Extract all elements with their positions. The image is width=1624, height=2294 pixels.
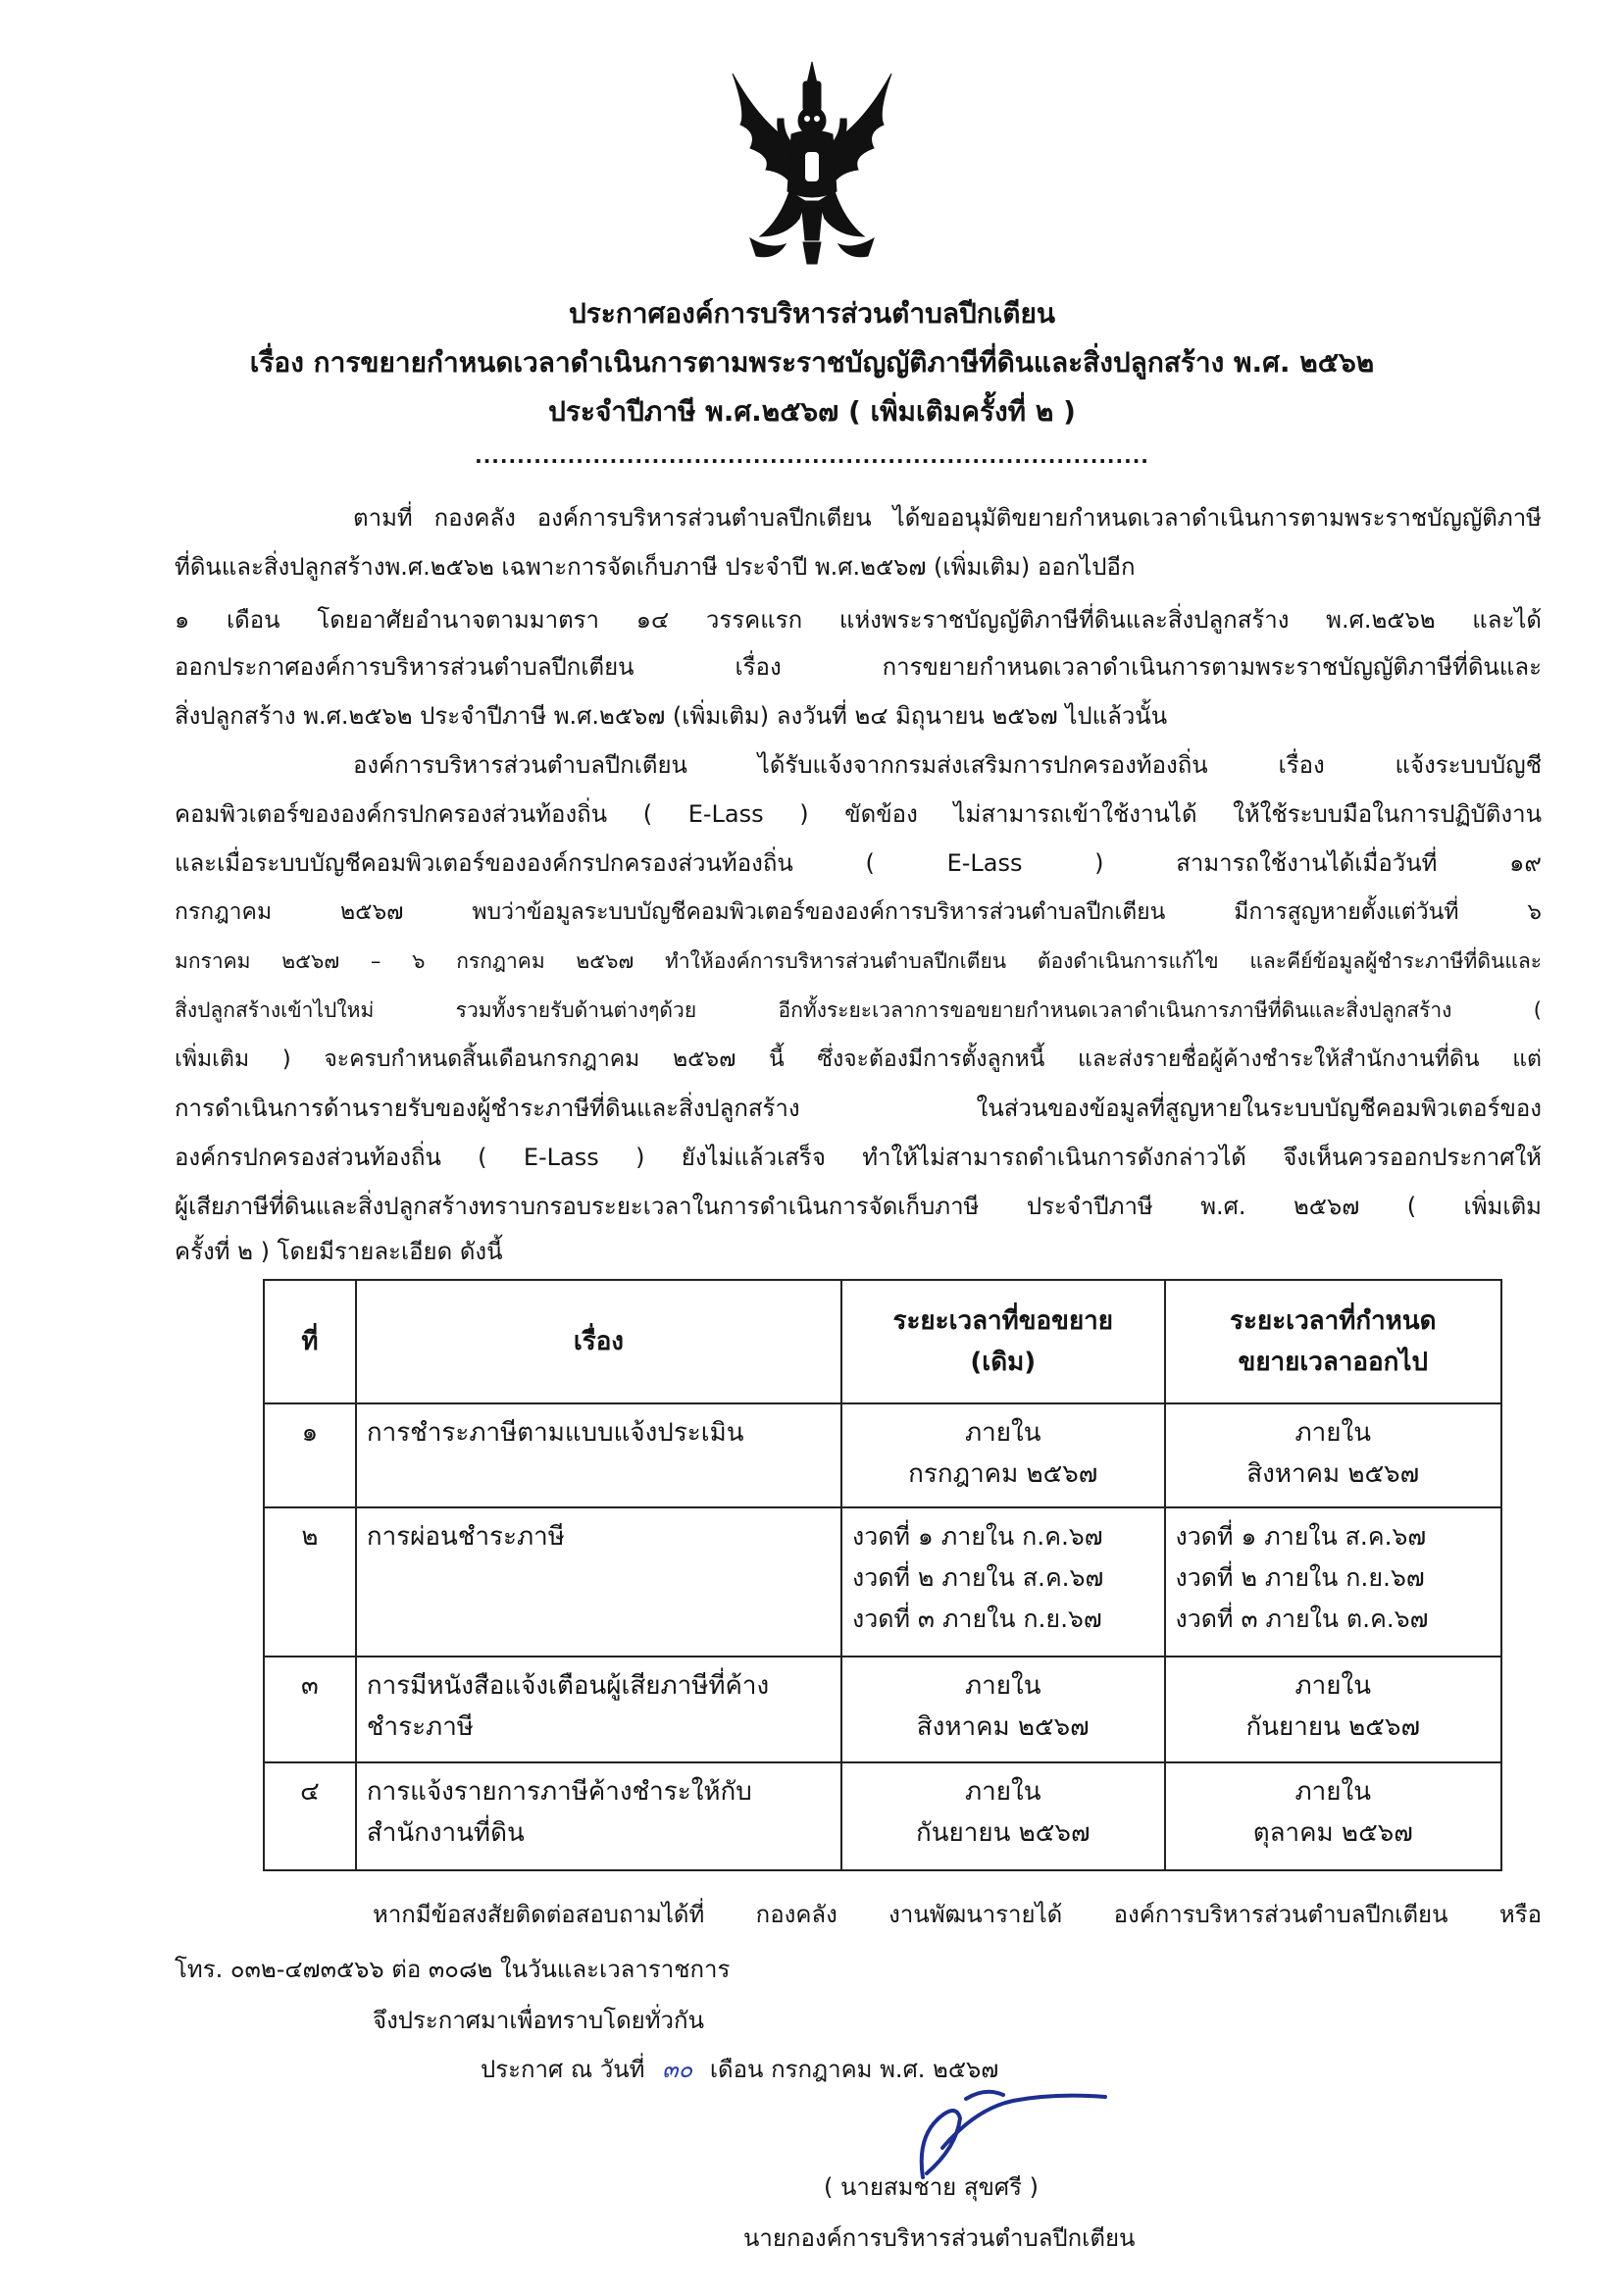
- period-line: สิงหาคม ๒๕๖๗: [916, 1712, 1090, 1742]
- row-subject-line: สำนักงานที่ดิน: [366, 1818, 525, 1848]
- table-row: [264, 1507, 1501, 1657]
- period-line: กันยายน ๒๕๖๗: [1245, 1712, 1421, 1742]
- paragraph-2-line-3: และเมื่อระบบบัญชีคอมพิวเตอร์ขององค์กรปกครองส่วนท้องถิ่น ( E-Lass ) สามารถใช้งานได้เมื่อวันที่ ๑๙: [175, 849, 1542, 877]
- contact-line-1: หากมีข้อสงสัยติดต่อสอบถามได้ที่ กองคลัง งานพัฒนารายได้ องค์การบริหารส่วนตำบลปีกเตียน หรือ: [373, 1901, 1542, 1928]
- period-line: งวดที่ ๒ ภายใน ก.ย.๖๗: [1175, 1563, 1425, 1592]
- paragraph-1-line-4: ออกประกาศองค์การบริหารส่วนตำบลปีกเตียน เรื่อง การขยายกำหนดเวลาดำเนินการตามพระราชบัญญัติภาษีที่ดินและ: [175, 653, 1542, 681]
- period-line: งวดที่ ๓ ภายใน ก.ย.๖๗: [852, 1605, 1102, 1633]
- period-line: กันยายน ๒๕๖๗: [916, 1818, 1091, 1848]
- row-subject: [356, 1507, 841, 1657]
- period-line: ภายใน: [965, 1418, 1041, 1448]
- paragraph-1-line-1: ตามที่ กองคลัง องค์การบริหารส่วนตำบลปีกเตียน ได้ขออนุมัติขยายกำหนดเวลาดำเนินการตามพระราชบัญญัติภาษี: [353, 504, 1542, 532]
- row-extended-period: [1165, 1762, 1501, 1870]
- paragraph-1-line-5: สิ่งปลูกสร้าง พ.ศ.๒๕๖๒ ประจำปีภาษี พ.ศ.๒๕๖๗ (เพิ่มเติม) ลงวันที่ ๒๔ มิถุนายน ๒๕๖๗ ไปแล้วนั้น: [175, 702, 1168, 730]
- row-subject-line: การมีหนังสือแจ้งเตือนผู้เสียภาษีที่ค้าง: [366, 1671, 770, 1701]
- paragraph-2-line-1: องค์การบริหารส่วนตำบลปีกเตียน ได้รับแจ้งจากกรมส่งเสริมการปกครองท้องถิ่น เรื่อง แจ้งระบบบัญชี: [353, 751, 1542, 779]
- paragraph-2-line-7: เพิ่มเติม ) จะครบกำหนดสิ้นเดือนกรกฎาคม ๒๕๖๗ นี้ ซึ่งจะต้องมีการตั้งลูกหนี้ และส่งรายชื่อผู้ค้างชำระให้สำนักงานที่ดิน แต่: [175, 1046, 1542, 1072]
- period-line: สิงหาคม ๒๕๖๗: [1246, 1459, 1420, 1489]
- row-number: ๑: [264, 1403, 356, 1507]
- table-header-row: [264, 1280, 1501, 1403]
- paragraph-2-line-2: คอมพิวเตอร์ขององค์กรปกครองส่วนท้องถิ่น ( E-Lass ) ขัดข้อง ไม่สามารถเข้าใช้งานได้ ให้ใช้ระบบมือในการปฏิบัติงาน: [175, 800, 1542, 828]
- paragraph-2-line-9: องค์กรปกครองส่วนท้องถิ่น ( E-Lass ) ยังไม่แล้วเสร็จ ทำให้ไม่สามารถดำเนินการดังกล่าวได้ จึงเห็นควรออกประกาศให้: [175, 1144, 1542, 1171]
- paragraph-2-line-5: มกราคม ๒๕๖๗ – ๖ กรกฎาคม ๒๕๖๗ ทำให้องค์การบริหารส่วนตำบลปีกเตียน ต้องดำเนินการแก้ไข และคีย์ข้อมูลผู้ชำระภาษีที่ดินและ: [175, 949, 1542, 973]
- date-day: ๓๐: [662, 2056, 693, 2083]
- date-prefix: ประกาศ ณ วันที่: [481, 2056, 645, 2083]
- header-extended-period: [1165, 1280, 1501, 1403]
- period-line: กรกฎาคม ๒๕๖๗: [908, 1459, 1098, 1489]
- period-line: ภายใน: [965, 1777, 1041, 1807]
- paragraph-2-line-10: ผู้เสียภาษีที่ดินและสิ่งปลูกสร้างทราบกรอบระยะเวลาในการดำเนินการจัดเก็บภาษี ประจำปีภาษี พ.ศ. ๒๕๖๗ ( เพิ่มเติม: [175, 1193, 1542, 1220]
- table-row: [264, 1657, 1501, 1762]
- header-requested-period: [841, 1280, 1165, 1403]
- period-line: ภายใน: [1294, 1671, 1371, 1701]
- row-extended-period: [1165, 1657, 1501, 1762]
- contact-line-2: โทร. ๐๓๒-๔๗๓๕๖๖ ต่อ ๓๐๘๒ ในวันและเวลาราชการ: [175, 1956, 731, 1983]
- period-line: ภายใน: [1294, 1777, 1371, 1807]
- row-subject-line: ชำระภาษี: [366, 1712, 474, 1742]
- announcement-title: ประกาศองค์การบริหารส่วนตำบลปีกเตียน: [568, 297, 1056, 330]
- row-number: ๓: [264, 1657, 356, 1762]
- subject-title: เรื่อง การขยายกำหนดเวลาดำเนินการตามพระราชบัญญัติภาษีที่ดินและสิ่งปลูกสร้าง พ.ศ. ๒๕๖๒: [249, 346, 1375, 379]
- row-subject-line: การชำระภาษีตามแบบแจ้งประเมิน: [366, 1418, 744, 1448]
- paragraph-1-line-2: ที่ดินและสิ่งปลูกสร้างพ.ศ.๒๕๖๒ เฉพาะการจัดเก็บภาษี ประจำปี พ.ศ.๒๕๖๗ (เพิ่มเติม) ออกไปอีก: [175, 553, 1136, 581]
- tax-year-title: ประจำปีภาษี พ.ศ.๒๕๖๗ ( เพิ่มเติมครั้งที่ ๒ ): [548, 395, 1076, 428]
- table-row: [264, 1762, 1501, 1870]
- announce-line: จึงประกาศมาเพื่อทราบโดยทั่วกัน: [373, 2007, 704, 2034]
- period-line: งวดที่ ๒ ภายใน ส.ค.๖๗: [852, 1563, 1104, 1592]
- period-line: งวดที่ ๑ ภายใน ก.ค.๖๗: [852, 1522, 1103, 1551]
- row-requested-period: [841, 1762, 1165, 1870]
- row-extended-period: [1165, 1507, 1501, 1657]
- row-number: ๒: [264, 1507, 356, 1657]
- row-subject-line: การผ่อนชำระภาษี: [366, 1522, 565, 1552]
- period-line: ภายใน: [1294, 1418, 1371, 1448]
- signatory-position: นายกองค์การบริหารส่วนตำบลปีกเตียน: [743, 2224, 1136, 2252]
- heading-divider: ................................................................................: [475, 444, 1149, 468]
- row-subject-line: การแจ้งรายการภาษีค้างชำระให้กับ: [366, 1777, 752, 1807]
- header-subject: เรื่อง: [356, 1280, 841, 1403]
- paragraph-1-line-3: ๑ เดือน โดยอาศัยอำนาจตามมาตรา ๑๔ วรรคแรก แห่งพระราชบัญญัติภาษีที่ดินและสิ่งปลูกสร้าง พ.ศ.๒๕๖๒ และได้: [175, 606, 1542, 634]
- row-extended-period: [1165, 1403, 1501, 1507]
- header-extended-line-1: ระยะเวลาที่กำหนด: [1230, 1306, 1437, 1336]
- schedule-table: [263, 1279, 1502, 1871]
- header-no: ที่: [264, 1280, 356, 1403]
- paragraph-2-line-6: สิ่งปลูกสร้างเข้าไปใหม่ รวมทั้งรายรับด้านต่างๆด้วย อีกทั้งระยะเวลาการขอขยายกำหนดเวลาดำเนินการภาษีที่ดินและสิ่งปลูกสร้าง (: [175, 998, 1542, 1022]
- period-line: งวดที่ ๓ ภายใน ต.ค.๖๗: [1175, 1605, 1429, 1633]
- row-subject: [356, 1403, 841, 1507]
- row-subject: [356, 1762, 841, 1870]
- period-line: ตุลาคม ๒๕๖๗: [1252, 1818, 1413, 1848]
- row-requested-period: [841, 1657, 1165, 1762]
- period-line: ภายใน: [965, 1671, 1041, 1701]
- paragraph-2-line-11: ครั้งที่ ๒ ) โดยมีรายละเอียด ดังนี้: [175, 1238, 503, 1265]
- header-requested-line-2: (เดิม): [970, 1348, 1037, 1377]
- row-subject: [356, 1657, 841, 1762]
- header-extended-line-2: ขยายเวลาออกไป: [1238, 1348, 1428, 1377]
- row-number: ๔: [264, 1762, 356, 1870]
- paragraph-2-line-4: กรกฎาคม ๒๕๖๗ พบว่าข้อมูลระบบบัญชีคอมพิวเตอร์ขององค์การบริหารส่วนตำบลปีกเตียน มีการสูญหายตั้งแต่วันที่ ๖: [175, 899, 1542, 925]
- paragraph-2-line-8: การดำเนินการด้านรายรับของผู้ชำระภาษีที่ดินและสิ่งปลูกสร้าง ในส่วนของข้อมูลที่สูญหายในระบบบัญชีคอมพิวเตอร์ของ: [175, 1095, 1542, 1122]
- header-requested-line-1: ระยะเวลาที่ขอขยาย: [892, 1306, 1114, 1336]
- date-suffix: เดือน กรกฎาคม พ.ศ. ๒๕๖๗: [709, 2056, 999, 2083]
- row-requested-period: [841, 1507, 1165, 1657]
- table-row: [264, 1403, 1501, 1507]
- period-line: งวดที่ ๑ ภายใน ส.ค.๖๗: [1175, 1522, 1427, 1551]
- row-requested-period: [841, 1403, 1165, 1507]
- garuda-emblem: [721, 54, 903, 280]
- signatory-name: ( นายสมชาย สุขศรี ): [824, 2173, 1040, 2201]
